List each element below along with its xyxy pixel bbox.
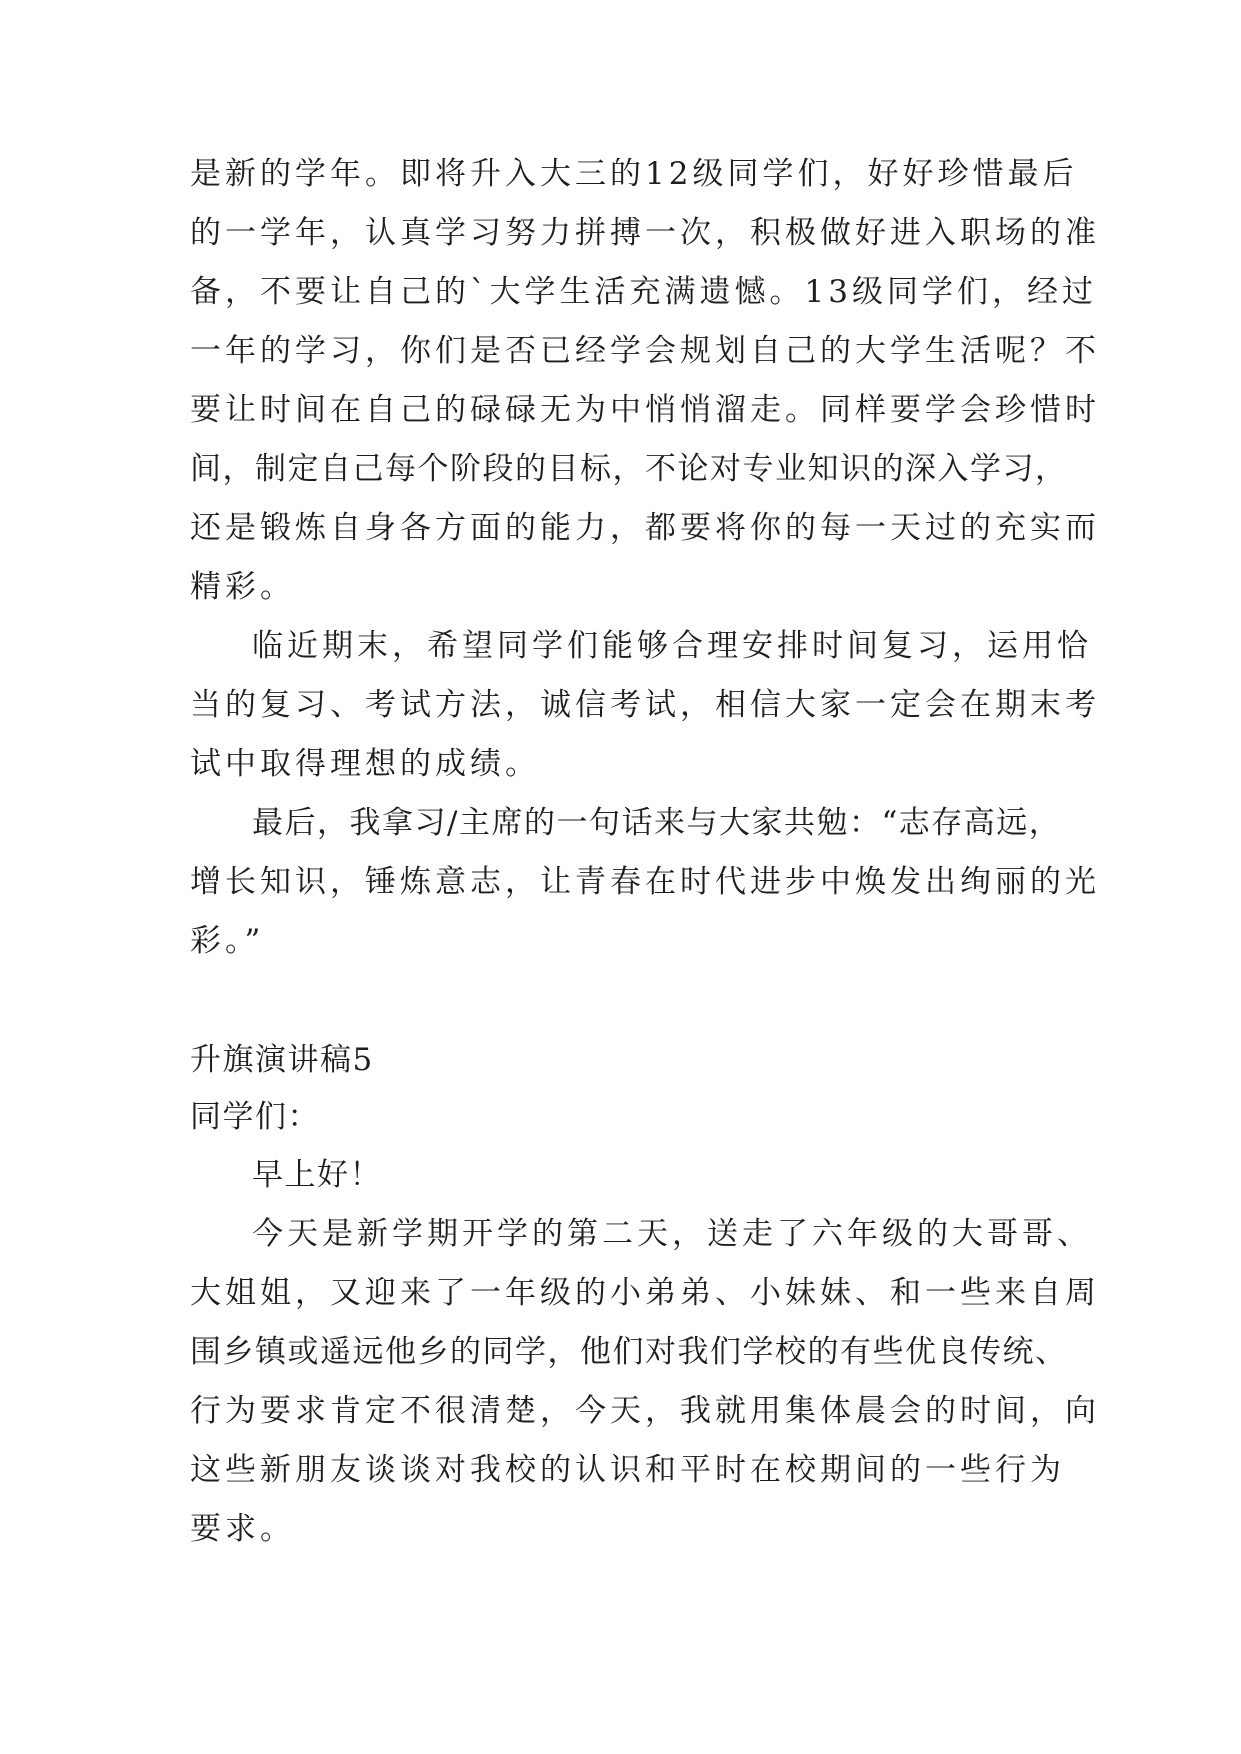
salutation: 同学们： xyxy=(190,1099,320,1135)
paragraph-4-line-6: 要求。 xyxy=(190,1511,295,1547)
paragraph-1-line-2: 的一学年，认真学习努力拼搏一次，积极做好进入职场的准 xyxy=(190,215,1100,251)
paragraph-4-line-1: 今天是新学期开学的第二天，送走了六年级的大哥哥、 xyxy=(252,1216,1092,1252)
paragraph-4-line-5: 这些新朋友谈谈对我校的认识和平时在校期间的一些行为 xyxy=(190,1452,1065,1488)
paragraph-2-line-2: 当的复习、考试方法，诚信考试，相信大家一定会在期末考 xyxy=(190,687,1100,723)
paragraph-3-line-2: 增长知识，锤炼意志，让青春在时代进步中焕发出绚丽的光 xyxy=(190,864,1100,900)
paragraph-1-line-6: 间，制定自己每个阶段的目标，不论对专业知识的深入学习， xyxy=(190,451,1068,487)
paragraph-3-line-3: 彩。” xyxy=(190,923,265,959)
section-title: 升旗演讲稿5 xyxy=(190,1042,374,1078)
paragraph-1-line-4: 一年的学习，你们是否已经学会规划自己的大学生活呢？不 xyxy=(190,333,1100,369)
paragraph-1-line-7: 还是锻炼自身各方面的能力，都要将你的每一天过的充实而 xyxy=(190,510,1100,546)
paragraph-4-line-4: 行为要求肯定不很清楚，今天，我就用集体晨会的时间，向 xyxy=(190,1393,1100,1429)
paragraph-1-line-8: 精彩。 xyxy=(190,569,295,605)
paragraph-1-line-5: 要让时间在自己的碌碌无为中悄悄溜走。同样要学会珍惜时 xyxy=(190,392,1100,428)
paragraph-4-line-2: 大姐姐，又迎来了一年级的小弟弟、小妹妹、和一些来自周 xyxy=(190,1275,1100,1311)
paragraph-2-line-1: 临近期末，希望同学们能够合理安排时间复习，运用恰 xyxy=(252,628,1092,664)
paragraph-1-line-3: 备，不要让自己的`大学生活充满遗憾。13级同学们，经过 xyxy=(190,274,1097,310)
paragraph-3-line-1: 最后，我拿习/主席的一句话来与大家共勉：“志存高远， xyxy=(252,805,1062,841)
paragraph-1-line-1: 是新的学年。即将升入大三的12级同学们，好好珍惜最后 xyxy=(190,156,1078,192)
paragraph-2-line-3: 试中取得理想的成绩。 xyxy=(190,746,540,782)
paragraph-4-line-3: 围乡镇或遥远他乡的同学，他们对我们学校的有些优良传统、 xyxy=(190,1334,1068,1370)
greeting: 早上好！ xyxy=(252,1157,382,1193)
